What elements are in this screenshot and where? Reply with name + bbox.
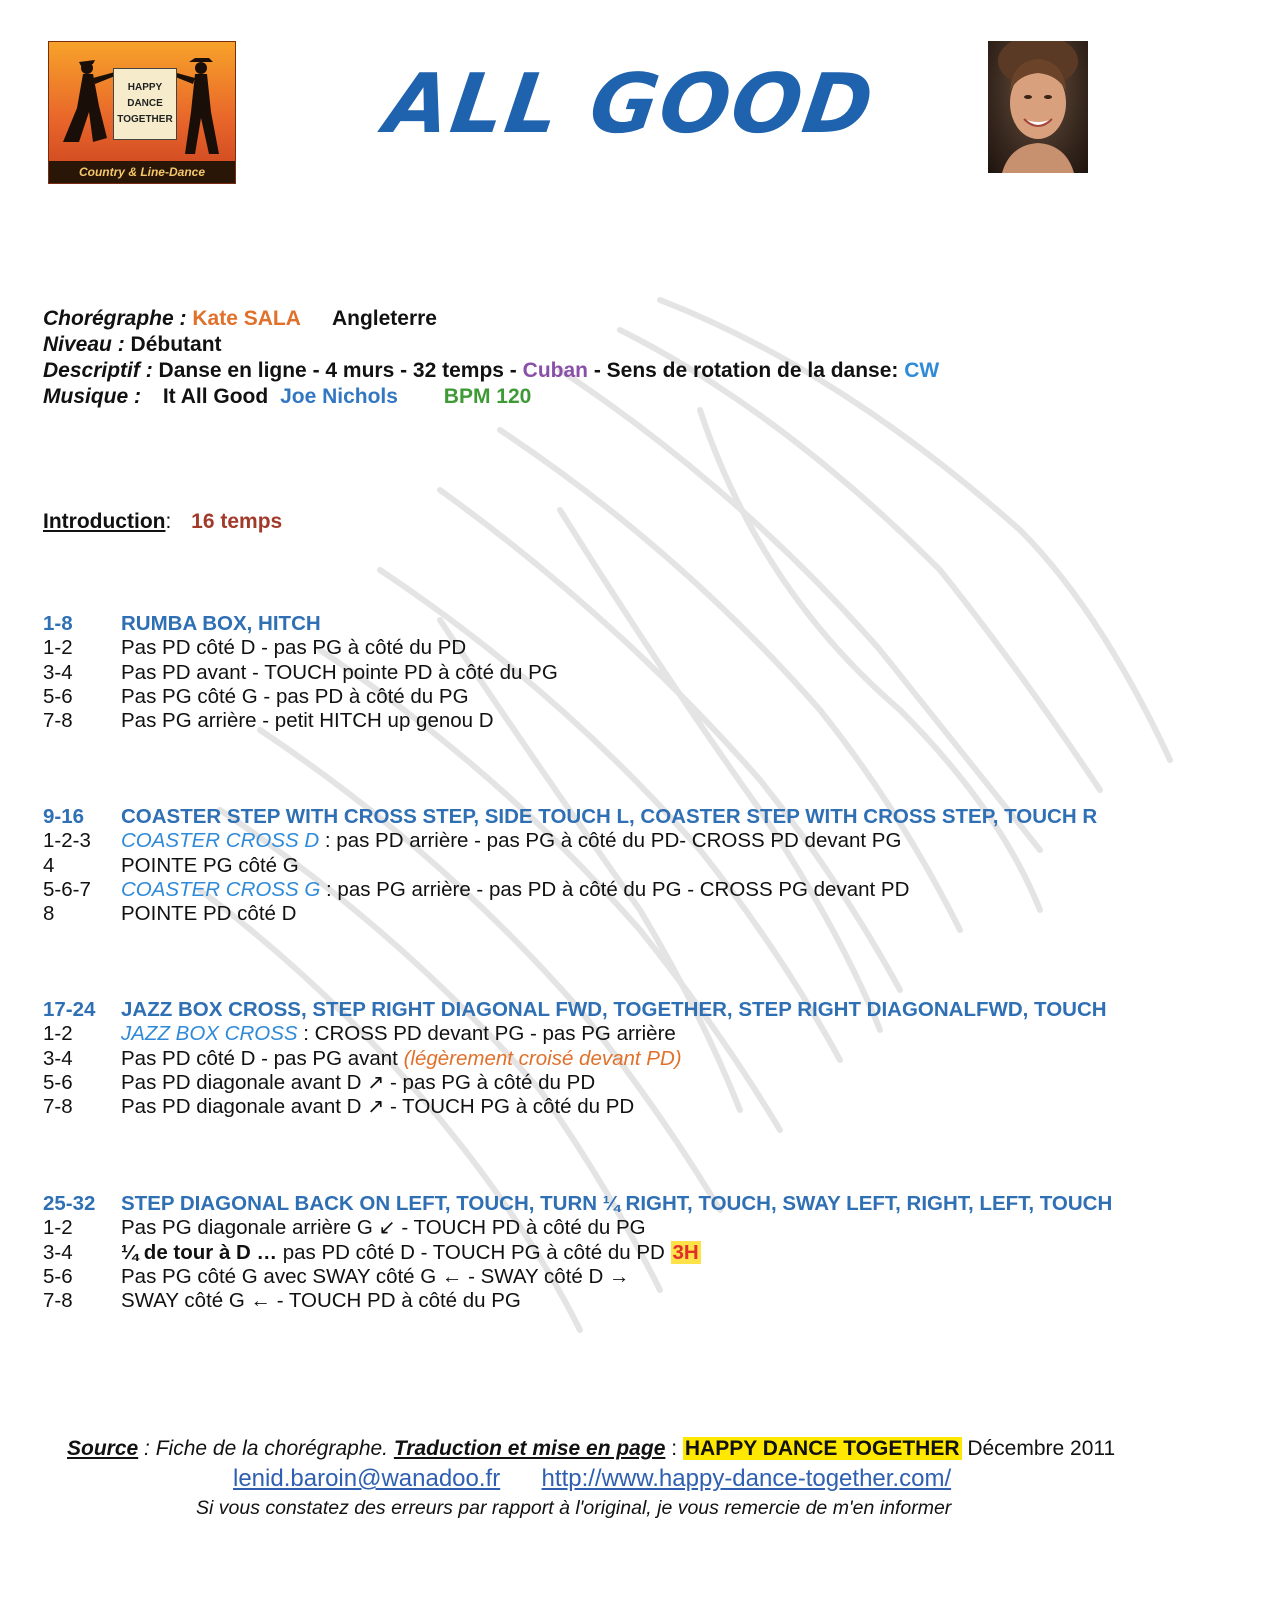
- step-count: 1-2: [43, 1216, 73, 1240]
- step-count: 5-6: [43, 1264, 73, 1288]
- step-text: Pas PG diagonale arrière G ↙ - TOUCH PD à côté du PG: [121, 1216, 646, 1240]
- level-label: Niveau :: [43, 333, 125, 356]
- section-count: 25-32: [43, 1192, 96, 1215]
- section-title: COASTER STEP WITH CROSS STEP, SIDE TOUCH L, COASTER STEP WITH CROSS STEP, TOUCH R: [121, 805, 1098, 828]
- country: Angleterre: [331, 307, 437, 330]
- step-count: 7-8: [43, 1289, 73, 1313]
- dance-title: ALL GOOD: [379, 57, 881, 152]
- choreographer-name: Kate SALA: [192, 307, 301, 330]
- description-value: Danse en ligne - 4 murs - 32 temps -: [158, 359, 517, 382]
- song-title: It All Good: [162, 385, 269, 408]
- logo-line-2: DANCE: [127, 98, 163, 109]
- choreographer-label: Chorégraphe :: [43, 307, 187, 330]
- step-note: (légèrement croisé devant PD): [403, 1046, 682, 1070]
- step-count: 3-4: [43, 1240, 73, 1264]
- step-count: 7-8: [43, 709, 73, 733]
- source-label: Source: [67, 1437, 139, 1460]
- step-text: Pas PD côté D - pas PG avant: [121, 1046, 404, 1070]
- step-count: 5-6-7: [43, 877, 91, 901]
- logo-tagline: Country & Line-Dance: [49, 161, 235, 183]
- section-count: 9-16: [43, 805, 85, 828]
- step-count: 8: [43, 902, 55, 926]
- description-label: Descriptif :: [43, 359, 153, 382]
- section-title: RUMBA BOX, HITCH: [121, 612, 321, 635]
- step-count: 3-4: [43, 660, 73, 684]
- step-count: 1-2: [43, 1022, 73, 1046]
- step-text: Pas PG arrière - petit HITCH up genou D: [121, 709, 494, 733]
- step-text: POINTE PG côté G: [121, 853, 299, 877]
- music-row: [43, 384, 939, 410]
- description-row: [43, 358, 939, 384]
- step-count: 5-6: [43, 1070, 73, 1094]
- translation-sep: :: [665, 1437, 683, 1460]
- section-count: 17-24: [43, 998, 96, 1021]
- section-title: JAZZ BOX CROSS, STEP RIGHT DIAGONAL FWD, TOGETHER, STEP RIGHT DIAGONALFWD, TOUCH: [121, 998, 1107, 1021]
- step-text: Pas PG côté G - pas PD à côté du PG: [121, 684, 469, 708]
- step-turn: ¼ de tour à D …: [121, 1240, 278, 1264]
- choreographer-photo: [988, 41, 1088, 173]
- step-name: COASTER CROSS G: [121, 877, 321, 901]
- introduction: [43, 510, 282, 534]
- step-name: COASTER CROSS D: [121, 829, 320, 853]
- step-text: : pas PD arrière - pas PG à côté du PD- CROSS PD devant PG: [319, 829, 902, 853]
- footer-credits: [67, 1437, 1115, 1461]
- step-text: POINTE PD côté D: [121, 902, 297, 926]
- step-text: Pas PD diagonale avant D ↗ - pas PG à côté du PD: [121, 1070, 596, 1094]
- style-value: Cuban: [522, 359, 588, 382]
- step-name: JAZZ BOX CROSS: [121, 1022, 298, 1046]
- step-count: 3-4: [43, 1046, 73, 1070]
- logo-line-1: HAPPY: [127, 82, 163, 93]
- step-text: : pas PG arrière - pas PD à côté du PG - CROSS PG devant PD: [320, 877, 910, 901]
- step-count: 7-8: [43, 1095, 73, 1119]
- section-title: STEP DIAGONAL BACK ON LEFT, TOUCH, TURN ¼ RIGHT, TOUCH, SWAY LEFT, RIGHT, LEFT, TOUCH: [121, 1192, 1113, 1215]
- step-text: Pas PD diagonale avant D ↗ - TOUCH PG à côté du PD: [121, 1095, 635, 1119]
- step-text: Pas PG côté G avec SWAY côté G ← - SWAY côté D →: [121, 1264, 630, 1288]
- step-text: Pas PD avant - TOUCH pointe PD à côté du PG: [121, 660, 558, 684]
- footer-contacts: [233, 1465, 951, 1493]
- step-count: 1-2: [43, 636, 73, 660]
- organization-name: HAPPY DANCE TOGETHER: [684, 1437, 960, 1460]
- step-text: Pas PD côté D - pas PG à côté du PD: [121, 636, 467, 660]
- intro-sep: :: [165, 510, 172, 533]
- rotation-text: - Sens de rotation de la danse:: [593, 359, 899, 382]
- rotation-value: CW: [904, 359, 940, 382]
- wall-badge: 3H: [672, 1240, 699, 1264]
- music-label: Musique :: [43, 385, 141, 408]
- happy-dance-together-logo: [48, 41, 236, 184]
- section-count: 1-8: [43, 612, 73, 635]
- logo-sign: [113, 68, 177, 140]
- portrait-image: [988, 41, 1088, 173]
- bpm-value: BPM 120: [443, 385, 532, 408]
- intro-value: 16 temps: [191, 510, 283, 533]
- step-text: pas PD côté D - TOUCH PG à côté du PD: [277, 1240, 671, 1264]
- level-row: [43, 332, 939, 358]
- source-text: : Fiche de la chorégraphe.: [138, 1437, 394, 1460]
- choreographer-row: [43, 306, 939, 332]
- website-link[interactable]: http://www.happy-dance-together.com/: [541, 1465, 952, 1492]
- artist-name: Joe Nichols: [280, 385, 398, 408]
- step-count: 5-6: [43, 684, 73, 708]
- translation-label: Traduction et mise en page: [393, 1437, 666, 1460]
- step-count: 1-2-3: [43, 829, 91, 853]
- step-text: : CROSS PD devant PG - pas PG arrière: [297, 1022, 676, 1046]
- step-count: 4: [43, 853, 55, 877]
- footer-date: Décembre 2011: [961, 1437, 1116, 1460]
- intro-label: Introduction: [43, 510, 166, 533]
- footer-note: Si vous constatez des erreurs par rapport à l'original, je vous remercie de m'en informer: [196, 1497, 952, 1519]
- step-text: SWAY côté G ← - TOUCH PD à côté du PG: [121, 1289, 521, 1313]
- level-value: Débutant: [130, 333, 222, 356]
- logo-line-3: TOGETHER: [117, 114, 173, 125]
- dance-info: [43, 306, 939, 410]
- email-link[interactable]: lenid.baroin@wanadoo.fr: [233, 1465, 501, 1492]
